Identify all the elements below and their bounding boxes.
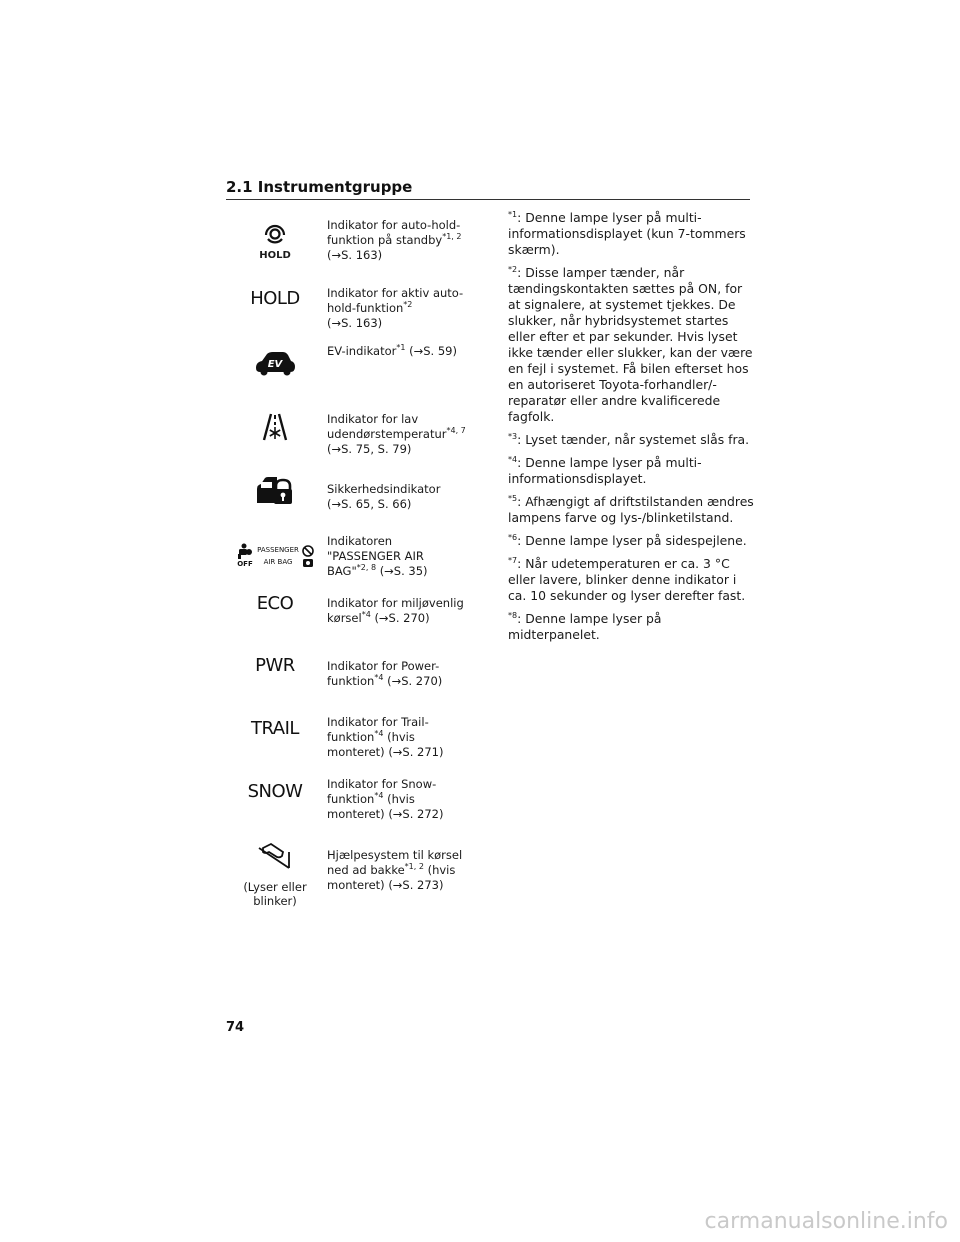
footnote: $^{*8}$: Denne lampe lyser på midterpanelet. bbox=[508, 611, 662, 642]
indicator-description: Indikator for lav udendørstemperatur$^{*4, 7}$ (→S. 75, S. 79) bbox=[327, 412, 466, 456]
low-outside-temp-icon bbox=[226, 412, 324, 446]
indicator-description: Indikator for aktiv auto-hold-funktion$^{*2}$ (→S. 163) bbox=[327, 286, 464, 330]
indicator-description: Indikatoren "PASSENGER AIR BAG"$^{*2, 8}$ (→S. 35) bbox=[327, 534, 428, 578]
svg-text:OFF: OFF bbox=[237, 560, 253, 568]
footnote: $^{*1}$: Denne lampe lyser på multi-informationsdisplayet (kun 7-tommers skærm). bbox=[508, 210, 746, 257]
eco-text-icon: ECO bbox=[256, 593, 294, 614]
hold-text-icon: HOLD bbox=[250, 288, 300, 309]
trail-text-icon: TRAIL bbox=[251, 718, 299, 739]
indicator-description: Indikator for miljøvenlig kørsel$^{*4}$ (→S. 270) bbox=[327, 596, 464, 625]
svg-text:EV: EV bbox=[267, 359, 283, 370]
footnote: $^{*4}$: Denne lampe lyser på multi-informationsdisplayet. bbox=[508, 455, 702, 486]
indicator-description: EV-indikator$^{*1}$ (→S. 59) bbox=[327, 343, 457, 358]
svg-text:PASSENGER: PASSENGER bbox=[257, 546, 299, 554]
footnote: $^{*2}$: Disse lamper tænder, når tændingskontakten sættes på ON, for at signalere, at systemet tjekkes. De slukker, når hybridsystemet startes eller efter et par sekunder. Hvis lyset ikke tænder eller slukker, kan der være en fejl i systemet. Få bilen efterset hos en autoriseret Toyota-forhandler/-reparatør eller andre kvalificerede fagfolk. bbox=[508, 265, 753, 424]
footnote: $^{*5}$: Afhængigt af driftstilstanden ændres lampens farve og lys-/blinketilstand. bbox=[508, 494, 754, 525]
footnote: $^{*6}$: Denne lampe lyser på sidespejlene. bbox=[508, 533, 747, 548]
indicator-description: Indikator for auto-hold-funktion på standby$^{*1, 2}$ (→S. 163) bbox=[327, 218, 462, 262]
ev-car-icon bbox=[226, 350, 324, 382]
passenger-airbag-off-icon bbox=[226, 540, 324, 574]
svg-text:AIR BAG: AIR BAG bbox=[263, 558, 293, 566]
page-number: 74 bbox=[226, 1020, 245, 1035]
header-rule bbox=[226, 199, 750, 200]
snow-text-icon: SNOW bbox=[247, 781, 303, 802]
hill-descent-icon bbox=[226, 842, 324, 908]
security-lock-icon bbox=[226, 475, 324, 511]
indicator-description: Indikator for Snow-funktion$^{*4}$ (hvis monteret) (→S. 272) bbox=[327, 777, 444, 821]
auto-hold-standby-icon bbox=[226, 218, 324, 261]
footnotes bbox=[508, 210, 754, 650]
auto-hold-standby-label: HOLD bbox=[259, 250, 291, 261]
pwr-text-icon: PWR bbox=[255, 655, 295, 676]
section-title: 2.1 Instrumentgruppe bbox=[226, 178, 413, 196]
footnote: $^{*7}$: Når udetemperaturen er ca. 3 °C eller lavere, blinker denne indikator i ca. 10 sekunder og lyser derefter fast. bbox=[508, 556, 746, 603]
footnote: $^{*3}$: Lyset tænder, når systemet slås fra. bbox=[508, 432, 750, 447]
indicator-description: Hjælpesystem til kørsel ned ad bakke$^{*1, 2}$ (hvis monteret) (→S. 273) bbox=[327, 848, 463, 892]
indicator-description: Indikator for Power-funktion$^{*4}$ (→S. 270) bbox=[327, 659, 443, 688]
hill-descent-caption: (Lyser eller blinker) bbox=[243, 880, 307, 908]
indicator-description: Sikkerhedsindikator (→S. 65, S. 66) bbox=[327, 482, 441, 511]
indicator-description: Indikator for Trail-funktion$^{*4}$ (hvis monteret) (→S. 271) bbox=[327, 715, 444, 759]
watermark: carmanualsonline.info bbox=[704, 1209, 948, 1234]
